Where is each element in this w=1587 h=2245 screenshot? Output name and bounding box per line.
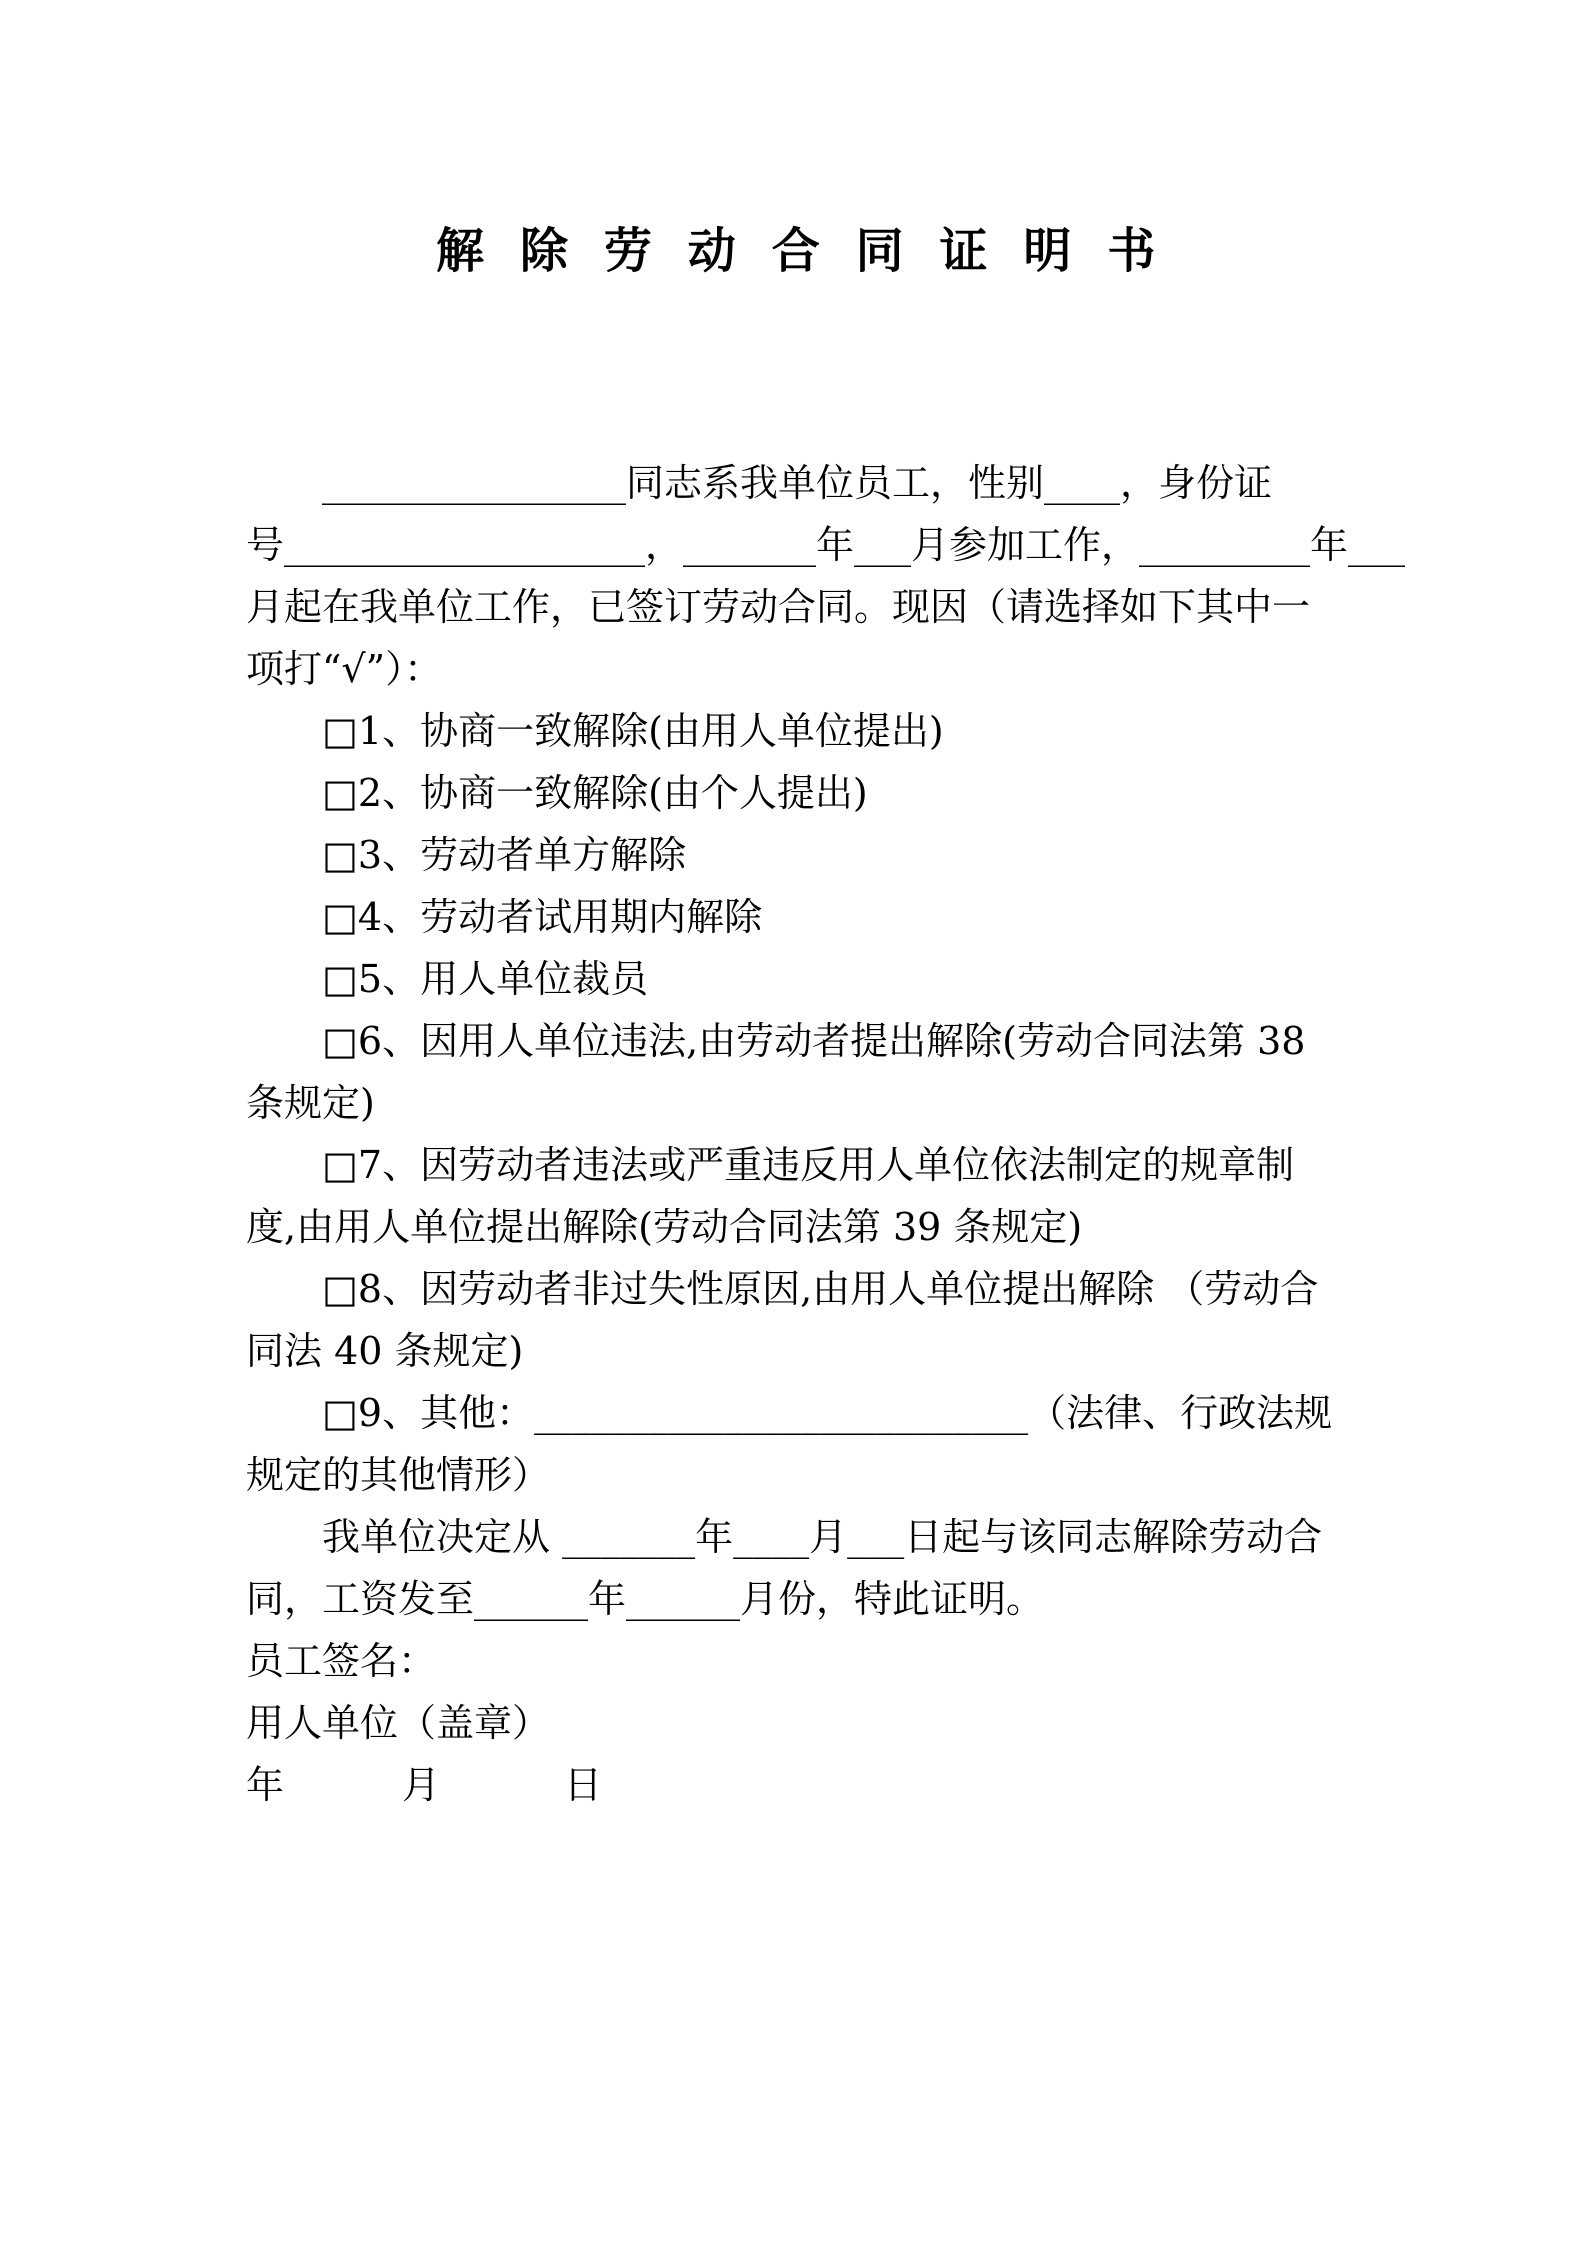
closing-line-1: 我单位决定从 _______年____月___日起与该同志解除劳动合	[322, 1515, 1323, 1559]
item-label: 因劳动者非过失性原因,由用人单位提出解除 （劳动合	[420, 1267, 1319, 1311]
intro-line-1: ________________同志系我单位员工，性别____，身份证	[322, 461, 1273, 505]
checkbox-icon[interactable]: □	[322, 1267, 358, 1311]
item-number: 3、	[357, 833, 421, 877]
item-label: 因用人单位违法,由劳动者提出解除(劳动合同法第 38	[420, 1019, 1306, 1063]
checkbox-icon[interactable]: □	[322, 833, 358, 877]
document-body	[246, 452, 1407, 1816]
checkbox-item-7	[246, 1134, 1407, 1196]
checkbox-icon[interactable]: □	[322, 709, 358, 753]
intro-line-3: 月起在我单位工作，已签订劳动合同。现因（请选择如下其中一	[246, 585, 1311, 629]
item-number: 2、	[357, 771, 421, 815]
item-number: 6、	[357, 1019, 421, 1063]
item-label: 劳动者单方解除	[420, 833, 687, 877]
intro-line-2: 号___________________，_______年___月参加工作，_________年___	[246, 523, 1406, 567]
item-number: 8、	[357, 1267, 421, 1311]
checkbox-icon[interactable]: □	[322, 895, 358, 939]
item-label: 用人单位裁员	[420, 957, 649, 1001]
checkbox-item-9	[246, 1382, 1407, 1444]
checkbox-icon[interactable]: □	[322, 771, 358, 815]
checkbox-icon[interactable]: □	[322, 957, 358, 1001]
intro-line-4: 项打“√”）：	[246, 647, 443, 691]
employer-stamp-label: 用人单位（盖章）	[246, 1701, 551, 1745]
date-line	[246, 1754, 1407, 1816]
checkbox-item-5	[246, 948, 1407, 1010]
item-number: 9、	[357, 1391, 421, 1435]
item-number: 5、	[357, 957, 421, 1001]
document-title: 解 除 劳 动 合 同 证 明 书	[436, 223, 1165, 279]
item-number: 1、	[357, 709, 421, 753]
date-day-label: 日	[564, 1763, 603, 1807]
date-month-label: 月	[402, 1763, 441, 1807]
item-number: 4、	[357, 895, 421, 939]
item-label: 其他：__________________________（法律、行政法规	[420, 1391, 1333, 1435]
closing-line-2: 同，工资发至______年______月份，特此证明。	[246, 1577, 1045, 1621]
item-number: 7、	[357, 1143, 421, 1187]
checkbox-item-8-continuation: 同法 40 条规定)	[246, 1329, 524, 1373]
item-label: 协商一致解除(由用人单位提出)	[420, 709, 944, 753]
item-label: 协商一致解除(由个人提出)	[420, 771, 868, 815]
checkbox-icon[interactable]: □	[322, 1391, 358, 1435]
checkbox-item-1	[246, 700, 1407, 762]
checkbox-item-8	[246, 1258, 1407, 1320]
checkbox-item-9-continuation: 规定的其他情形）	[246, 1453, 551, 1497]
employee-signature-label: 员工签名：	[246, 1639, 437, 1683]
date-year-label: 年	[246, 1763, 285, 1807]
checkbox-icon[interactable]: □	[322, 1019, 358, 1063]
checkbox-item-6	[246, 1010, 1407, 1072]
checkbox-item-3	[246, 824, 1407, 886]
checkbox-item-2	[246, 762, 1407, 824]
item-label: 因劳动者违法或严重违反用人单位依法制定的规章制	[420, 1143, 1295, 1187]
item-label: 劳动者试用期内解除	[420, 895, 763, 939]
checkbox-item-7-continuation: 度,由用人单位提出解除(劳动合同法第 39 条规定)	[246, 1205, 1083, 1249]
checkbox-item-6-continuation: 条规定)	[246, 1081, 375, 1125]
checkbox-item-4	[246, 886, 1407, 948]
checkbox-icon[interactable]: □	[322, 1143, 358, 1187]
